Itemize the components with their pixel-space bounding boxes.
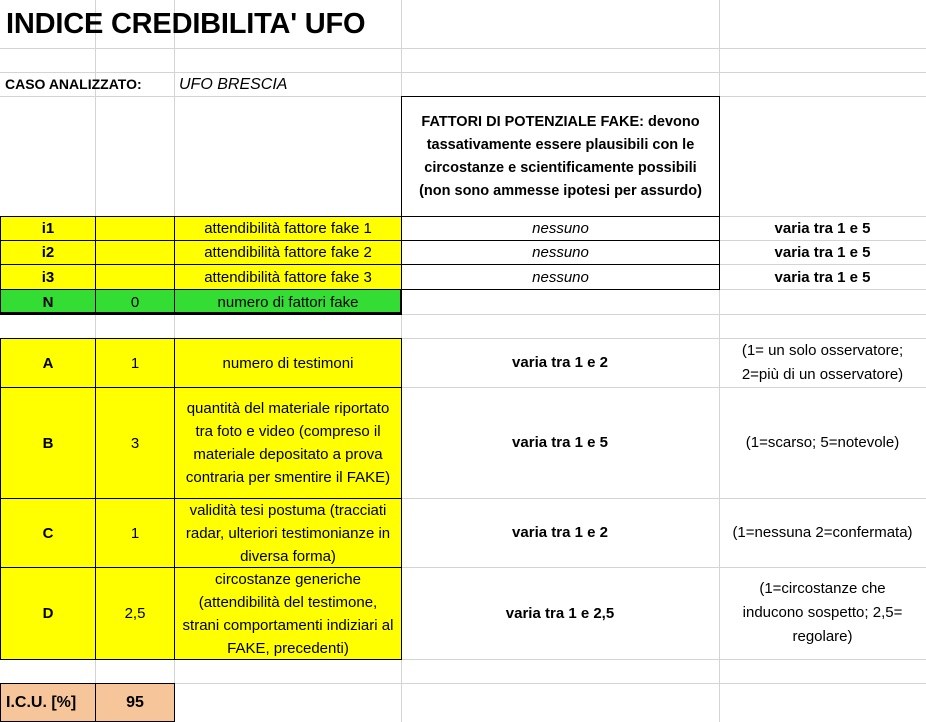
factor-b-note[interactable]: (1=scarso; 5=notevole) [745,434,900,451]
factor-d-code[interactable]: D [0,567,96,660]
i3-value[interactable] [95,264,175,290]
i1-value[interactable] [95,216,175,241]
i2-description[interactable]: attendibilità fattore fake 2 [174,240,402,265]
i1-range[interactable]: varia tra 1 e 5 [774,220,871,237]
factor-b-code[interactable]: B [0,387,96,499]
factor-c-description[interactable]: validità tesi postuma (tracciati radar, ulteriori testimonianze in diversa forma) [174,498,402,568]
i2-fake-factor[interactable]: nessuno [401,240,720,265]
n-row-right-border [400,289,402,314]
n-value[interactable]: 0 [95,289,175,315]
factor-b-value[interactable]: 3 [95,387,175,499]
factor-c-range[interactable]: varia tra 1 e 2 [512,524,608,541]
factor-a-note[interactable]: (1= un solo osservatore; 2=più di un osservatore) [741,341,904,383]
factor-a-range[interactable]: varia tra 1 e 2 [512,354,608,371]
factor-c-note[interactable]: (1=nessuna 2=confermata) [732,524,913,541]
sheet-title[interactable]: INDICE CREDIBILITA' UFO [6,7,366,40]
n-code[interactable]: N [0,289,96,315]
fake-factors-header[interactable]: FATTORI DI POTENZIALE FAKE: devono tassativamente essere plausibili con le circostanze e scientificamente possibili (non sono ammesse ipotesi per assurdo) [401,96,720,217]
factor-b-description[interactable]: quantità del materiale riportato tra foto e video (compreso il materiale depositato a prova contraria per smentire il FAKE) [174,387,402,499]
n-row-bottom-border [0,312,402,314]
i1-description[interactable]: attendibilità fattore fake 1 [174,216,402,241]
i2-value[interactable] [95,240,175,265]
icu-value[interactable]: 95 [95,683,175,722]
i3-code[interactable]: i3 [0,264,96,290]
i1-fake-factor[interactable]: nessuno [401,216,720,241]
factor-a-code[interactable]: A [0,338,96,388]
case-label[interactable]: CASO ANALIZZATO: [5,75,142,92]
factor-a-value[interactable]: 1 [95,338,175,388]
n-description[interactable]: numero di fattori fake [174,289,402,315]
factor-c-code[interactable]: C [0,498,96,568]
i3-range[interactable]: varia tra 1 e 5 [774,268,871,286]
icu-label[interactable]: I.C.U. [%] [0,683,96,722]
factor-a-description[interactable]: numero di testimoni [174,338,402,388]
case-value[interactable]: UFO BRESCIA [179,75,288,93]
i2-range[interactable]: varia tra 1 e 5 [774,244,871,261]
i1-code[interactable]: i1 [0,216,96,241]
i2-code[interactable]: i2 [0,240,96,265]
factor-d-note[interactable]: (1=circostanze che inducono sospetto; 2,5= regolare) [742,580,903,645]
factor-b-range[interactable]: varia tra 1 e 5 [512,434,608,451]
factor-d-range[interactable]: varia tra 1 e 2,5 [505,604,615,622]
factor-d-value[interactable]: 2,5 [95,567,175,660]
factor-d-description[interactable]: circostanze generiche (attendibilità del testimone, strani comportamenti indiziari al FAKE, precedenti) [174,567,402,660]
i3-description[interactable]: attendibilità fattore fake 3 [174,264,402,290]
i3-fake-factor[interactable]: nessuno [401,264,720,290]
factor-c-value[interactable]: 1 [95,498,175,568]
